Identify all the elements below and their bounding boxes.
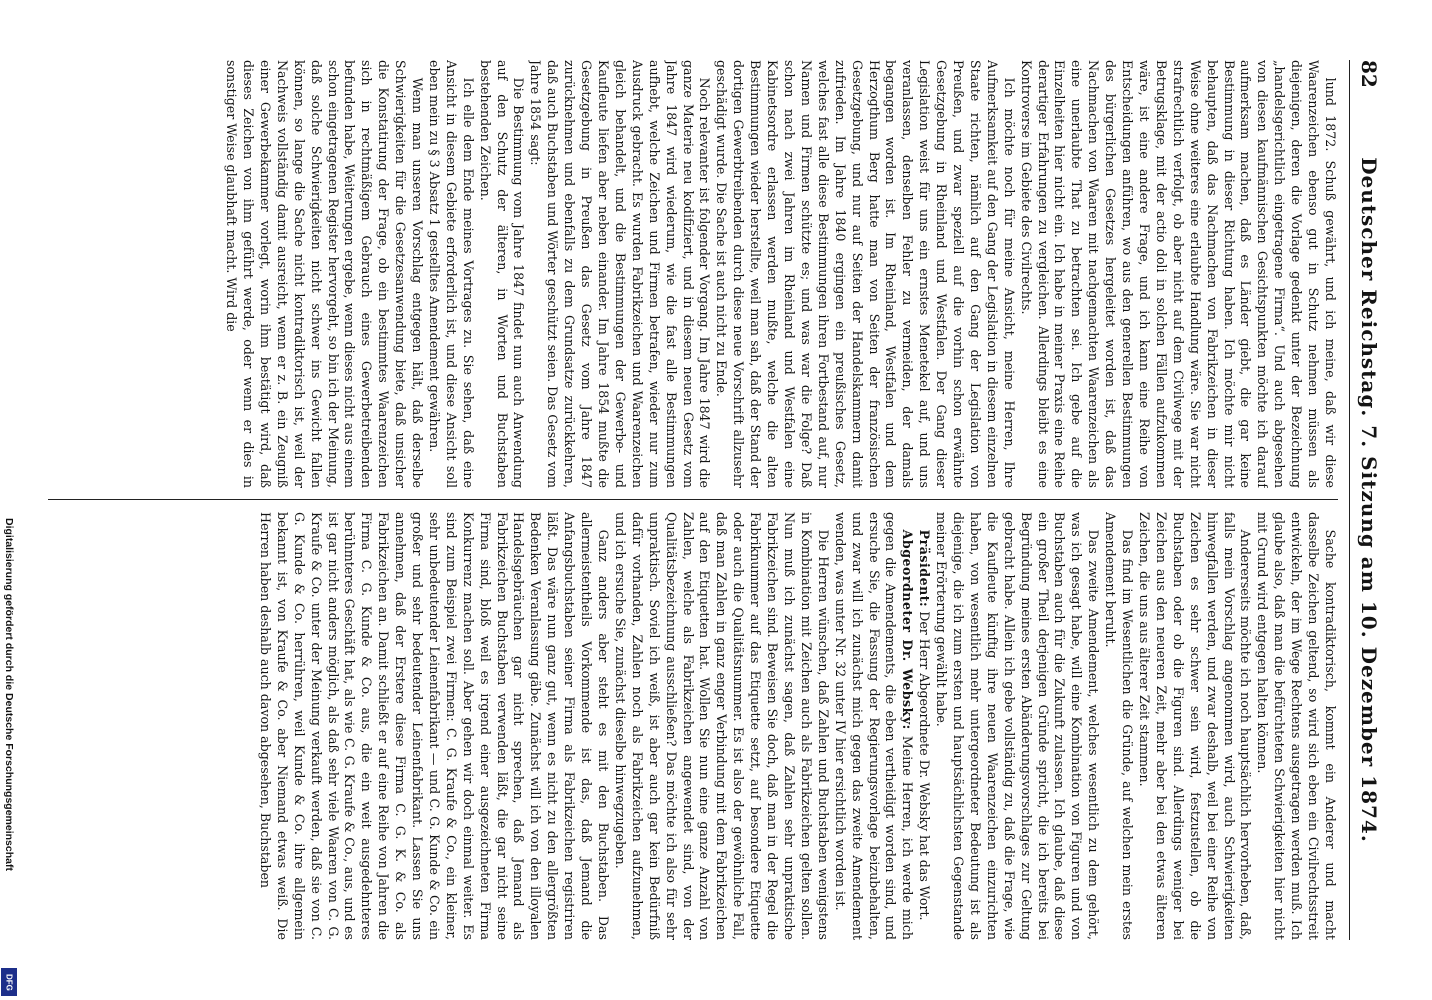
paragraph: lund 1872. Schuß gewährt, und ich meine, daß wir diese Waarenzeichen ebenso gut in Schutz nehmen müssen als diejenigen, deren die Vorlage gedenkt unter der Bezeichnung „handelsgerichtlich eingetragene Firma“. Und auch abgesehen von diesen kaufmännischen Gesichtspunkten möchte ich darauf aufmerksam machen, daß es Länder giebt, die gar keine Bestimmung in dieser Richtung haben. Ich möchte mir nicht behaupten, daß das Nachmachen von Fabrikzeichen in dieser Weise ohne weiteres eine erlaubte Handlung wäre. Sie war nicht strafrechtlich verfolgt, ob aber nicht auf dem Civilwege mit der Betrugsklage, mit der actio doli in solchen Fällen aufzukommen wäre, ist eine andere Frage, und ich kann eine Reihe von Entscheidungen anführen, wo aus den generellen Bestimmungen des bürgerlichen Gesetzes hergeleitet worden ist, daß das Nachmachen von Waaren mit nachgemachten Waarenzeichen als eine unerlaubte That zu betrachten sei. Ich gebe auf die Einzelheiten hier nicht ein. Ich habe in meiner Praxis eine Reihe derartiger Erfahrungen zu vergleichen. Allerdings bleibt es eine Kontroverse im Gebiete des Civilrechts. (1018, 60, 1338, 488)
page-header (1352, 60, 1386, 940)
paragraph: Das zweite Amendement, welches wesentlich zu dem gehört, was ich gesagt habe, will eine Kombination von Figuren und von Buchstaben auch für die Zukunft zulassen. Ich glaube, daß diese ein großer Theil derjenigen Gründe spricht, die ich bereits bei Begründung meines ersten Abänderungsvorschlages zur Geltung gebracht habe. Allein ich gebe vollständig zu, daß die Frage, wie die Kaufleute künftig ihre neuen Waarenzeichen einzurichten haben, von wesentlich mehr untergeordneter Bedeutung ist als diejenige, die ich zum ersten und hauptsächlichsten Gegenstande meiner Erörterung gewählt habe. (934, 512, 1102, 940)
paragraph: Wenn man unseren Vorschlag entgegen hält, daß derselbe Schwierigkeiten für die Gesetzesanwendung biete, daß unsicher die Konstatirung der Frage, ob ein bestimmtes Waarenzeichen sich in rechtmäßigem Gebrauch eines Gewerbetreibenden befunden habe, Weiterungen ergebe, wenn dieses nicht aus einem schon eingetragenen Register hervorgeht, so bin ich der Meinung, daß solche Schwierigkeiten nicht schwer ins Gewicht fallen können, so lange die Sache nicht kontradiktorisch ist, weil der Nachweis vollständig damit ausreicht, wenn er z. B. ein Zeugniß einer Gewerbekammer vorlegt, worin ihm bestätigt wird, daß dieses Zeichen von ihm geführt werde, oder wenn er dies in sonstiger Weise glaubhaft macht. Wird die (224, 60, 426, 488)
paragraph: Ganz anders aber steht es mit den Buchstaben. Das allermeistentheils Vorkommende ist das, daß Jemand die Anfangsbuchstaben seiner Firma als Fabrikzeichen registriren läßt. Das wäre nun ganz gut, wenn es nicht zu den allergrößten Bedenken Veranlassung gäbe. Zunächst will ich von den illoyalen Handelsgebräuchen gar nicht sprechen, daß Jemand als Fabrikzeichen Buchstaben verwenden läßt, die gar nicht seine Firma sind, bloß weil es irgend einer ausgezeichneten Firma Konkurrenz machen soll. Aber gehen wir doch einmal weiter. Es sind zum Beispiel zwei Firmen: C. G. Kraufe & Co., ein kleiner, sehr unbedeutender Leinenfabrikant — und C. G. Kunde & Co. ein großer und sehr bedeutender Leinenfabrikant. Lassen Sie uns annehmen, daß der Erstere diese Firma C. G. K. & Co. als Fabrikzeichen an. Damit schließt er auf eine Reihe von Jahren die Firma C. G. Kunde & Co. aus, die ein weit ausgedehnteres berühmteres Geschäft hat, als wie C. G. Kraufe & Co., aus, und es ist gar nicht anders möglich, als daß sehr viele Waaren von C. G. Kraufe & Co. unter der Meinung verkauft werden, daß sie von C. G. Kunde & Co. herrühren, weil Kunde & Co. ihre allgemein bekannt ist, von Kraufe & Co. aber Niemand etwas weiß. Die Herren haben deshalb auch davon abgesehen, Buchstaben (257, 512, 612, 940)
paragraph: Die Bestimmung vom Jahre 1847 findet nun auch Anwendung auf den Schutz der älteren, in Worten und Buchstaben bestehenden Zeichen. (477, 60, 527, 488)
dfg-logo: DFG (1, 968, 17, 996)
speech-paragraph (915, 512, 932, 940)
speaker-name: Präsident: (917, 529, 933, 608)
column-divider (48, 499, 1338, 500)
digitization-credit: Digitalisierung gefördert durch die Deutsche Forschungsgemeinschaft (3, 518, 15, 871)
paragraph: Das find im Wesentlichen die Gründe, auf welchen mein erstes Amendement beruht. (1103, 512, 1136, 940)
speech-text: Meine Herren, ich werde mich gegen die Amendements, die eben vertheidigt worden sind, und ersuche Sie, die Fassung der Regierungsvorlage beizubehalten, und zwar will ich zunächst mich gegen das zweite Amendement wenden, was unter Nr. 32 unter IV hier ersichtlich worden ist. (832, 512, 916, 940)
paragraph: Andererseits möchte ich noch hauptsächlich hervorheben, daß, falls mein Vorschlag angenommen wird, auch Schwierigkeiten hinwegfallen werden, und zwar deshalb, weil bei einer Reihe von Zeichen es sehr schwer sein wird, festzustellen, ob die Buchstaben oder ob die Figuren sind. Allerdings weniger bei Zeichen aus den neueren Zeit, mehr aber bei den etwas älteren Zeichen, die uns aus älterer Zeit stammen. (1137, 512, 1254, 940)
running-title: Deutscher Reichstag. 7. Sitzung am 10. Dezember 1874. (1357, 157, 1381, 843)
speech-paragraph (831, 512, 916, 940)
paragraph: Die Herren wünschen, daß Zahlen und Buchstaben wenigstens in Kombination mit Zeichen auch als Fabrikzeichen gelten sollen. Nun muß ich zunächst sagen, daß Zahlen sehr unpraktische Fabrikzeichen sind. Beweisen Sie doch, daß man in der Regel die Fabriknummer auf das Etiquette setzt, auf besondere Etiquette oder auch die Qualitätsnummer. Es ist also der gewöhnliche Fall, daß man Zahlen in ganz enger Verbindung mit dem Fabrikzeichen auf den Etiquetten hat. Wollen Sie nun eine ganze Anzahl von Zahlen, welche als Fabrikzeichen angewendet sind, von der Qualitätsbezeichnung ausschließen? Das möchte ich also für sehr unpraktisch. Soviel ich weiß, ist aber auch gar kein Bedürfniß dafür vorhanden, Zahlen noch als Fabrikzeichen aufzunehmen, und ich ersuche Sie, zunächst dieselbe hinwegzugeben. (612, 512, 831, 940)
speech-text: Der Herr Abgeordnete Dr. Websky hat das Wort. (917, 611, 933, 921)
paragraph: Ich elle dem Ende meines Vortrages zu. Sie sehen, daß eine Ansicht in diesem Gebiete erforderlich ist, und diese Ansicht soll eben mein zu § 3 Absatz 1 gestelltes Amendement gewähren. (426, 60, 476, 488)
document-page (36, 20, 1396, 980)
right-column (48, 512, 1338, 940)
paragraph: Noch relevanter ist folgender Vorgang. Im Jahre 1847 wird die ganze Materie neu kodifiziert, und in diesem neuen Gesetz vom Jahre 1847 wird wiederum, wie die fast alle Bestimmungen aufhebt, welche Zeichen und Firmen betrafen, wieder nur zum Ausdruck gebracht. Es wurden Fabrikzeichen und Waarenzeichen gleich behandelt, und die Bestimmungen der Gewerbe- und Kaufleute liefen aber neben einander. Im Jahre 1854 mußte die Gesetzgebung in Preußen das Gesetz vom Jahre 1847 zurücknehmen und ebenfalls zu dem Grundsatze zurückkehren, daß auch Buchstaben und Wörter geschützt seien. Das Gesetz vom Jahre 1854 sagt: (528, 60, 713, 488)
left-column (48, 60, 1338, 488)
page-number: 82 (1357, 60, 1381, 88)
speaker-name: Abgeordneter Dr. Websky: (900, 529, 916, 730)
header-rule (1349, 60, 1350, 940)
paragraph: Ich möchte noch für meine Ansicht, meine Herren, Ihre Aufmerksamkeit auf den Gang der Legislation in diesem einzelnen Staate richten, nämlich auf den Gang der Legislation von Preußen, und zwar speziell auf die vorhin schon erwähnte Gesetzgebung in Rheinland und Westfalen. Der Gang dieser Legislation weist für uns ein ernstes Menetekel auf, und uns veranlassen, denselben Fehler zu vermeiden, der damals begangen worden ist. Im Rheinland, Westfalen und dem Herzogthum Berg hatte man von Seiten der französischen Gesetzgebung, und nur auf Seiten der Handelskammern damit zufrieden. Im Jahre 1840 ergingen ein preußisches Gesetz, welches fast alle diese Bestimmungen ihren Fortbestand auf, nur Namen und Firmen schützte es; und was war die Folge? Daß schon nach zwei Jahren im Rheinland und Westfalen eine Kabinetsordre erlassen werden mußte, welche die alten Bestimmungen wieder herstellte, weil man sah, daß der Stand der dortigen Gewerbtreibenden durch diese neue Vorschrift allzusehr geschädigt wurde. Die Sache ist auch nicht zu Ende. (714, 60, 1017, 488)
paragraph: Sache kontradiktorisch, kommt ein Anderer und macht dasselbe Zeichen geltend, so wird sich eben ein Civilrechtsstreit entwickeln, der im Wege Rechtens ausgetragen werden muß. Ich glaube also, daß man die befürchteten Schwierigkeiten hier nicht mit Grund wird entgegen halten können. (1255, 512, 1338, 940)
